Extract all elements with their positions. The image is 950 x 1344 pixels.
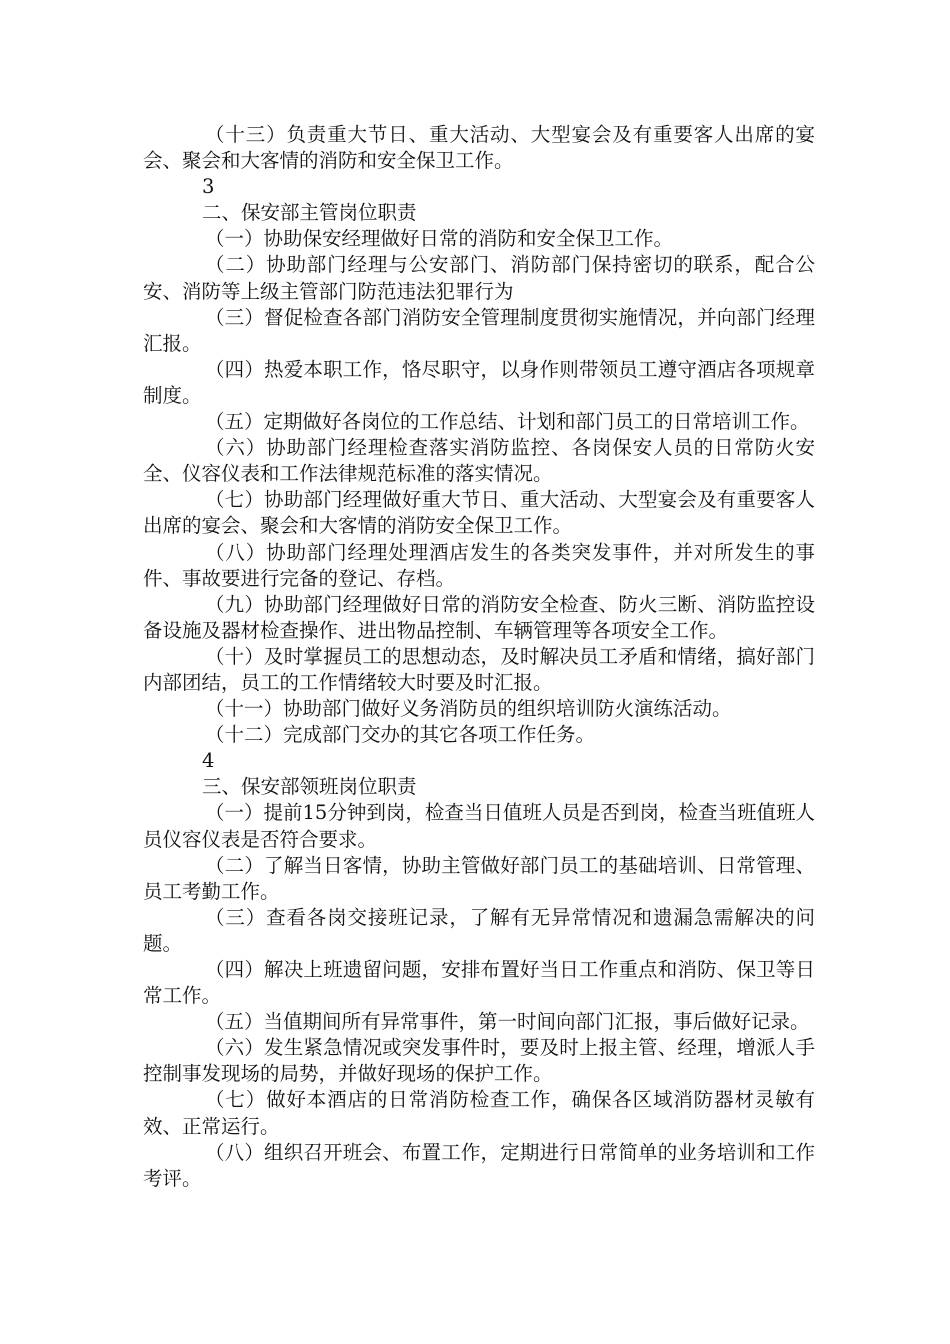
paragraph: （八）协助部门经理处理酒店发生的各类突发事件，并对所发生的事件、事故要进行完备的登记、存档。 bbox=[143, 540, 815, 590]
document-body bbox=[143, 122, 815, 1192]
page-number: 3 bbox=[202, 175, 215, 199]
paragraph: （七）做好本酒店的日常消防检查工作，确保各区域消防器材灵敏有效、正常运行。 bbox=[143, 1088, 815, 1138]
paragraph: （十一）协助部门做好义务消防员的组织培训防火演练活动。 bbox=[205, 697, 732, 721]
section-heading: 二、保安部主管岗位职责 bbox=[202, 201, 417, 225]
paragraph: （八）组织召开班会、布置工作，定期进行日常简单的业务培训和工作考评。 bbox=[143, 1140, 815, 1190]
paragraph: （十二）完成部门交办的其它各项工作任务。 bbox=[205, 723, 596, 747]
paragraph: （五）当值期间所有异常事件，第一时间向部门汇报，事后做好记录。 bbox=[205, 1010, 810, 1034]
paragraph: （二）了解当日客情，协助主管做好部门员工的基础培训、日常管理、员工考勤工作。 bbox=[143, 853, 815, 903]
paragraph: （二）协助部门经理与公安部门、消防部门保持密切的联系，配合公安、消防等上级主管部门防范违法犯罪行为 bbox=[143, 253, 815, 303]
paragraph: （七）协助部门经理做好重大节日、重大活动、大型宴会及有重要客人出席的宴会、聚会和大客情的消防安全保卫工作。 bbox=[143, 488, 815, 538]
paragraph: （五）定期做好各岗位的工作总结、计划和部门员工的日常培训工作。 bbox=[205, 410, 810, 434]
page-number: 4 bbox=[202, 749, 215, 773]
paragraph: （三）督促检查各部门消防安全管理制度贯彻实施情况，并向部门经理汇报。 bbox=[143, 305, 815, 355]
section-heading: 三、保安部领班岗位职责 bbox=[202, 775, 417, 799]
paragraph: （十三）负责重大节日、重大活动、大型宴会及有重要客人出席的宴会、聚会和大客情的消防和安全保卫工作。 bbox=[143, 123, 815, 173]
paragraph: （四）热爱本职工作，恪尽职守，以身作则带领员工遵守酒店各项规章制度。 bbox=[143, 357, 815, 407]
paragraph: （三）查看各岗交接班记录，了解有无异常情况和遗漏急需解决的问题。 bbox=[143, 905, 815, 955]
paragraph: （四）解决上班遗留问题，安排布置好当日工作重点和消防、保卫等日常工作。 bbox=[143, 958, 815, 1008]
paragraph: （六）发生紧急情况或突发事件时，要及时上报主管、经理，增派人手控制事发现场的局势，并做好现场的保护工作。 bbox=[143, 1036, 815, 1086]
paragraph: （六）协助部门经理检查落实消防监控、各岗保安人员的日常防火安全、仪容仪表和工作法律规范标准的落实情况。 bbox=[143, 436, 815, 486]
paragraph: （一）协助保安经理做好日常的消防和安全保卫工作。 bbox=[205, 227, 674, 251]
paragraph: （一）提前15分钟到岗，检查当日值班人员是否到岗，检查当班值班人员仪容仪表是否符合要求。 bbox=[143, 801, 815, 851]
paragraph: （十）及时掌握员工的思想动态，及时解决员工矛盾和情绪，搞好部门内部团结，员工的工作情绪较大时要及时汇报。 bbox=[143, 644, 815, 694]
paragraph: （九）协助部门经理做好日常的消防安全检查、防火三断、消防监控设备设施及器材检查操作、进出物品控制、车辆管理等各项安全工作。 bbox=[143, 592, 815, 642]
